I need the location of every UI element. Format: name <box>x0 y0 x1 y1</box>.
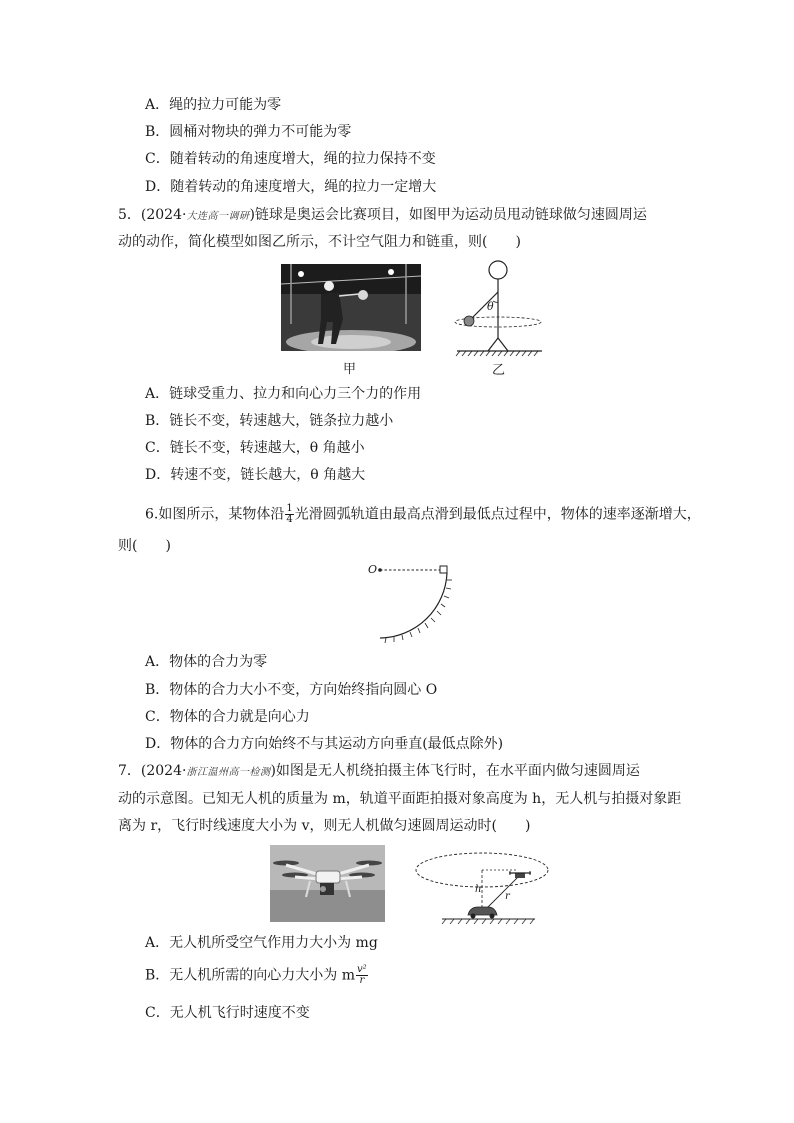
q7-frac-den: r <box>359 975 365 986</box>
q7-number: 7．(2024· <box>118 763 187 779</box>
q7-label-h: h <box>475 884 482 895</box>
q6-option-b: B．物体的合力大小不变，方向始终指向圆心 O <box>145 682 438 698</box>
q7-stem-line3: 离为 r，飞行时线速度大小为 v，则无人机做匀速圆周运动时( ) <box>118 818 531 834</box>
q4-option-c: C．随着转动的角速度增大，绳的拉力保持不变 <box>145 151 436 167</box>
q7-stem-line1 <box>118 762 640 782</box>
q5-angle-label: θ <box>487 300 494 313</box>
q6-frac-den: 4 <box>286 514 293 525</box>
q7-source: 浙江温州高一检测 <box>186 767 271 778</box>
drone-icon <box>509 871 531 878</box>
q5-stem-line1 <box>118 206 647 226</box>
q7-option-b-fraction <box>356 965 368 986</box>
q5-caption-b: 乙 <box>492 363 506 378</box>
q5-number: 5．(2024· <box>118 207 187 223</box>
q6-option-a: A．物体的合力为零 <box>145 654 268 670</box>
q7-label-r: r <box>505 891 510 902</box>
hammer-thrower-photo <box>281 264 421 351</box>
drone-photo <box>270 845 385 922</box>
q7-frac-num: v² <box>357 964 367 975</box>
q5-stem-line2: 动的动作，简化模型如图乙所示，不计空气阻力和链重，则( ) <box>118 234 521 250</box>
q4-option-b: B．圆桶对物块的弹力不可能为零 <box>145 124 352 140</box>
q5-option-a: A．链球受重力、拉力和向心力三个力的作用 <box>145 386 422 402</box>
q6-stem-suffix: 光滑圆弧轨道由最高点滑到最低点过程中，物体的速率逐渐增大， <box>294 506 701 523</box>
q7-option-b-text: B．无人机所需的向心力大小为 m <box>145 967 356 984</box>
q7-option-b <box>145 965 369 986</box>
q7-option-a: A．无人机所受空气作用力大小为 mg <box>145 935 378 951</box>
q6-stem-line2: 则( ) <box>118 538 171 554</box>
q6-center-label: O <box>368 563 378 576</box>
q6-fraction <box>285 504 293 525</box>
q5-option-b: B．链长不变，转速越大，链条拉力越小 <box>145 413 394 429</box>
q5-caption-a: 甲 <box>343 362 357 377</box>
q4-option-d: D．随着转动的角速度增大，绳的拉力一定增大 <box>145 179 437 195</box>
q6-option-d: D．物体的合力方向始终不与其运动方向垂直(最低点除外) <box>145 736 504 752</box>
q6-stem-prefix: 6.如图所示，某物体沿 <box>145 506 285 523</box>
hammer-model-diagram <box>452 258 547 358</box>
quarter-arc-diagram <box>365 560 455 645</box>
car-icon <box>468 907 497 919</box>
q6-option-c: C．物体的合力就是向心力 <box>145 709 310 725</box>
q7-stem-line2: 动的示意图。已知无人机的质量为 m，轨道平面距拍摄对象高度为 h，无人机与拍摄对象距 <box>118 791 682 807</box>
drone-orbit-diagram <box>410 845 555 925</box>
q5-source: 大连高一调研 <box>186 211 250 222</box>
q5-stem-text: )链球是奥运会比赛项目，如图甲为运动员甩动链球做匀速圆周运 <box>249 207 647 223</box>
q7-stem-text: )如图是无人机绕拍摄主体飞行时，在水平面内做匀速圆周运 <box>270 763 640 779</box>
q4-option-a: A．绳的拉力可能为零 <box>145 97 282 113</box>
q6-frac-num: 1 <box>286 503 293 514</box>
q7-option-c: C．无人机飞行时速度不变 <box>145 1005 310 1021</box>
q5-option-d: D．转速不变，链长越大，θ 角越大 <box>145 467 366 483</box>
q5-option-c: C．链长不变，转速越大，θ 角越小 <box>145 440 365 456</box>
q6-stem-line1 <box>145 504 701 525</box>
